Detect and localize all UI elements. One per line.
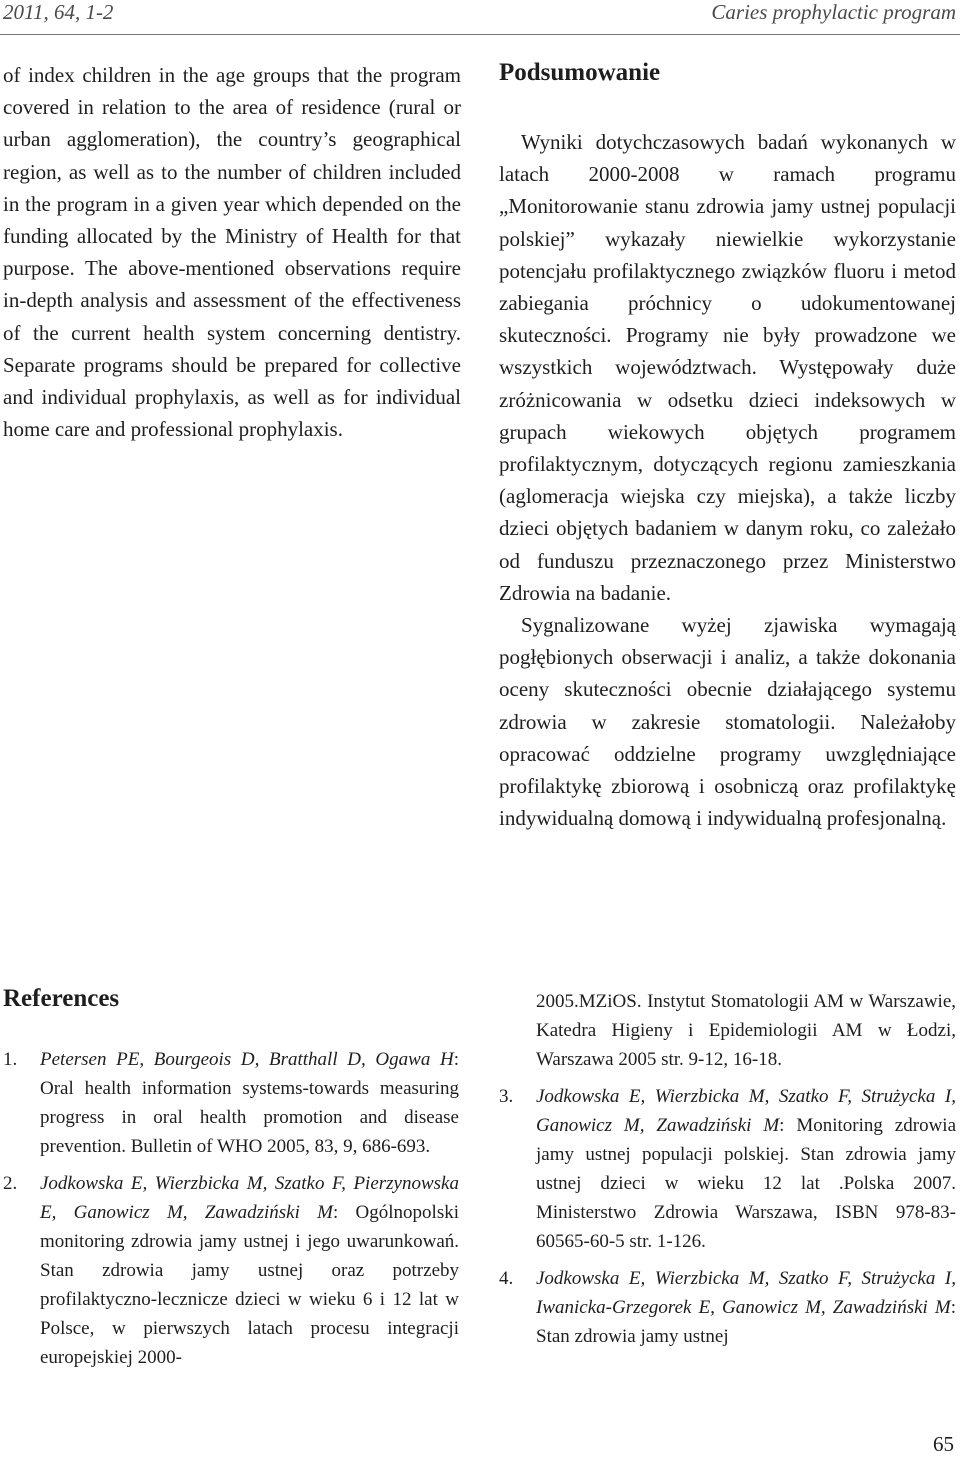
summary-heading: Podsumowanie	[499, 59, 661, 86]
reference-number: 4.	[499, 1268, 514, 1289]
reference-continuation: 2005.MZiOS. Instytut Stomatologii AM w Warszawie, Katedra Higieny i Epidemiologii AM w Łodzi, Warszawa 2005 str. 9-12, 16-18.	[536, 991, 956, 1070]
reference-item	[499, 1264, 956, 1351]
journal-reference: 2011, 64, 1-2	[3, 0, 114, 24]
reference-item	[3, 1169, 459, 1372]
reference-text: : Oral health information systems-towards measuring progress in oral health promotion and disease prevention. Bulletin of WHO 2005, 83, 9, 686-693.	[40, 1049, 459, 1157]
summary-body	[499, 126, 956, 834]
reference-number: 2.	[3, 1173, 18, 1194]
summary-section	[499, 56, 956, 834]
summary-paragraph-1: Wyniki dotychczasowych badań wykonanych w latach 2000-2008 w ramach programu „Monitorowanie stanu zdrowia jamy ustnej populacji polskiej” wykazały niewielkie wykorzystanie potencjału profilaktycznego związków fluoru i metod zabiegania próchnicy o udokumentowanej skuteczności. Programy nie były prowadzone we wszystkich województwach. Występowały duże zróżnicowania w odsetku dzieci indeksowych w grupach wiekowych objętych programem profilaktycznym, dotyczących regionu zamieszkania (aglomeracja wiejska czy miejska), a także liczby dzieci objętych badaniem w danym roku, co zależało od funduszu przeznaczonego przez Ministerstwo Zdrowia na badanie.	[499, 130, 956, 605]
reference-text: : Stan zdrowia jamy ustnej	[536, 1297, 956, 1347]
english-body-paragraph: of index children in the age groups that the program covered in relation to the area of residence (rural or urban agglomeration), the country’s geographical region, as well as to the number of children included in the program in a given year which depended on the funding allocated by the Ministry of Health for that purpose. The above-mentioned observations require in-depth analysis and assessment of the effectiveness of the current health system concerning dentistry. Separate programs should be prepared for collective and individual prophylaxis, as well as for individual home care and professional prophylaxis.	[3, 63, 461, 442]
reference-text: : Ogólnopolski monitoring zdrowia jamy ustnej i jego uwarunkowań. Stan zdrowia jamy ustnej oraz potrzeby profilaktyczno-lecznicze dzieci w wieku 6 i 12 lat w Polsce, w pierwszych latach procesu integracji europejskiej 2000-	[40, 1202, 459, 1368]
left-column	[3, 59, 461, 445]
reference-authors: Jodkowska E, Wierzbicka M, Szatko F, Strużycka I, Ganowicz M, Zawadziński M	[536, 1086, 956, 1136]
reference-number: 1.	[3, 1049, 18, 1070]
references-heading: References	[3, 985, 120, 1012]
summary-paragraph-2: Sygnalizowane wyżej zjawiska wymagają pogłębionych obserwacji i analiz, a także dokonania oceny skuteczności obecnie działającego systemu zdrowia w zakresie stomatologii. Należałoby opracować oddzielne programy uwzględniające profilaktykę zbiorową i osobniczą oraz profilaktykę indywidualną domową i indywidualną profesjonalną.	[499, 613, 956, 831]
reference-authors: Petersen PE, Bourgeois D, Bratthall D, Ogawa H	[40, 1049, 454, 1070]
reference-authors: Jodkowska E, Wierzbicka M, Szatko F, Pierzynowska E, Ganowicz M, Zawadziński M	[40, 1173, 459, 1223]
reference-number: 3.	[499, 1086, 514, 1107]
page-number: 65	[933, 1432, 954, 1456]
reference-item	[499, 1082, 956, 1256]
references-left-column	[3, 1045, 459, 1380]
reference-authors: Jodkowska E, Wierzbicka M, Szatko F, Strużycka I, Iwanicka-Grzegorek E, Ganowicz M, Zawadziński M	[536, 1268, 956, 1318]
running-title: Caries prophylactic program	[711, 0, 956, 24]
reference-text: : Monitoring zdrowia jamy ustnej populacji polskiej. Stan zdrowia jamy ustnej dzieci w wieku 12 lat .Polska 2007. Ministerstwo Zdrowia Warszawa, ISBN 978-83-60565-60-5 str. 1-126.	[536, 1115, 956, 1252]
references-right-column	[499, 987, 956, 1359]
reference-item	[3, 1045, 459, 1161]
header-divider	[0, 34, 960, 35]
